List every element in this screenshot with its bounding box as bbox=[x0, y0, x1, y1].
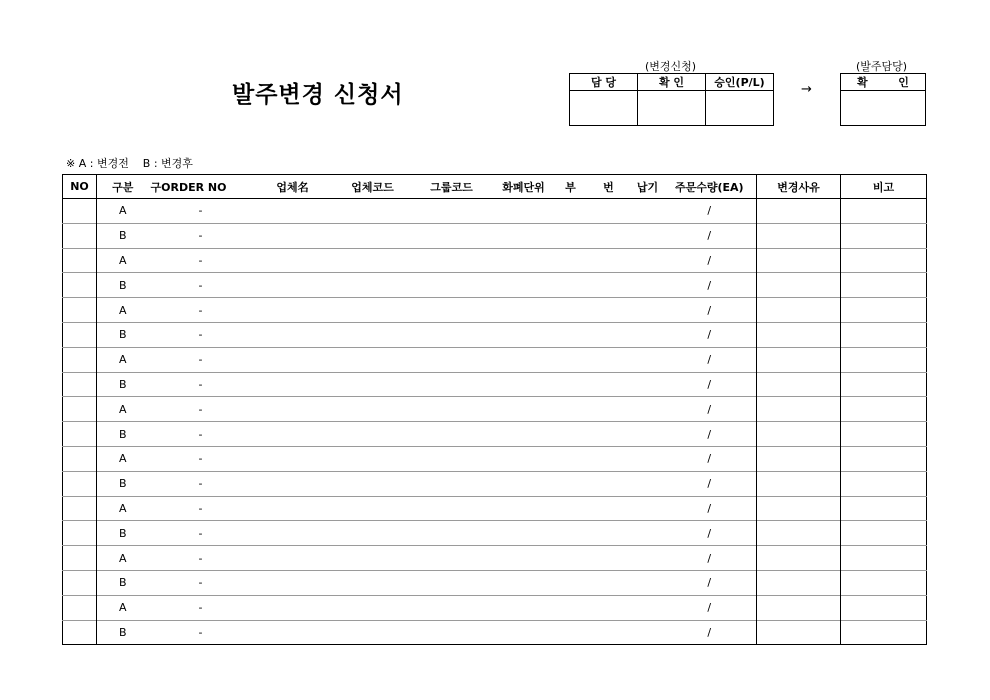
cell-currency[interactable] bbox=[491, 397, 557, 422]
cell-order-no[interactable]: - bbox=[149, 372, 253, 397]
cell-vendor-code[interactable] bbox=[333, 570, 413, 595]
cell-part[interactable] bbox=[557, 446, 585, 471]
arrow-right-icon: → bbox=[801, 82, 812, 97]
cell-currency[interactable] bbox=[491, 322, 557, 347]
cell-order-no[interactable]: - bbox=[149, 199, 253, 224]
cell-part-number[interactable] bbox=[585, 595, 633, 620]
cell-order-no[interactable]: - bbox=[149, 570, 253, 595]
cell-no[interactable] bbox=[63, 620, 97, 645]
table-row bbox=[63, 422, 927, 447]
cell-quantity[interactable]: / bbox=[663, 298, 757, 323]
cell-change-reason[interactable] bbox=[757, 322, 841, 347]
cell-change-reason[interactable] bbox=[757, 223, 841, 248]
cell-part-number[interactable] bbox=[585, 471, 633, 496]
cell-change-reason[interactable] bbox=[757, 521, 841, 546]
cell-order-no[interactable]: - bbox=[149, 397, 253, 422]
cell-type[interactable]: A bbox=[97, 397, 149, 422]
cell-order-no[interactable]: - bbox=[149, 546, 253, 571]
cell-remark[interactable] bbox=[841, 199, 927, 224]
cell-part-number[interactable] bbox=[585, 298, 633, 323]
cell-order-no[interactable]: - bbox=[149, 273, 253, 298]
cell-remark[interactable] bbox=[841, 372, 927, 397]
cell-group-code[interactable] bbox=[413, 595, 491, 620]
cell-change-reason[interactable] bbox=[757, 446, 841, 471]
table-row bbox=[63, 223, 927, 248]
cell-quantity[interactable]: / bbox=[663, 372, 757, 397]
cell-part[interactable] bbox=[557, 422, 585, 447]
cell-due-date[interactable] bbox=[633, 223, 663, 248]
cell-currency[interactable] bbox=[491, 422, 557, 447]
cell-group-code[interactable] bbox=[413, 273, 491, 298]
cell-part-number[interactable] bbox=[585, 199, 633, 224]
header-remark: 비고 bbox=[841, 175, 927, 199]
cell-group-code[interactable] bbox=[413, 546, 491, 571]
cell-vendor-code[interactable] bbox=[333, 298, 413, 323]
cell-order-no[interactable]: - bbox=[149, 595, 253, 620]
cell-currency[interactable] bbox=[491, 347, 557, 372]
cell-due-date[interactable] bbox=[633, 372, 663, 397]
table-row bbox=[63, 496, 927, 521]
cell-change-reason[interactable] bbox=[757, 620, 841, 645]
cell-part-number[interactable] bbox=[585, 223, 633, 248]
cell-part-number[interactable] bbox=[585, 422, 633, 447]
cell-currency[interactable] bbox=[491, 446, 557, 471]
approval-order-header: 확 인 bbox=[841, 74, 926, 91]
cell-type[interactable]: B bbox=[97, 570, 149, 595]
header-group-code: 그룹코드 bbox=[413, 175, 491, 199]
cell-part[interactable] bbox=[557, 521, 585, 546]
cell-vendor-name[interactable] bbox=[253, 471, 333, 496]
cell-part[interactable] bbox=[557, 248, 585, 273]
cell-change-reason[interactable] bbox=[757, 595, 841, 620]
cell-currency[interactable] bbox=[491, 471, 557, 496]
cell-due-date[interactable] bbox=[633, 546, 663, 571]
table-row bbox=[63, 521, 927, 546]
cell-quantity[interactable]: / bbox=[663, 422, 757, 447]
cell-remark[interactable] bbox=[841, 570, 927, 595]
cell-part[interactable] bbox=[557, 620, 585, 645]
header-type: 구분 bbox=[97, 175, 149, 199]
approval-sign-staff[interactable] bbox=[570, 91, 638, 126]
cell-no[interactable] bbox=[63, 273, 97, 298]
cell-part[interactable] bbox=[557, 471, 585, 496]
cell-order-no[interactable]: - bbox=[149, 620, 253, 645]
cell-currency[interactable] bbox=[491, 372, 557, 397]
cell-no[interactable] bbox=[63, 248, 97, 273]
approval-sign-confirm[interactable] bbox=[638, 91, 706, 126]
cell-part-number[interactable] bbox=[585, 248, 633, 273]
cell-due-date[interactable] bbox=[633, 397, 663, 422]
cell-part[interactable] bbox=[557, 397, 585, 422]
cell-change-reason[interactable] bbox=[757, 496, 841, 521]
cell-remark[interactable] bbox=[841, 223, 927, 248]
header-part: 부 bbox=[557, 175, 585, 199]
cell-part[interactable] bbox=[557, 595, 585, 620]
cell-type[interactable]: B bbox=[97, 322, 149, 347]
cell-change-reason[interactable] bbox=[757, 422, 841, 447]
cell-due-date[interactable] bbox=[633, 595, 663, 620]
cell-vendor-name[interactable] bbox=[253, 347, 333, 372]
cell-due-date[interactable] bbox=[633, 496, 663, 521]
cell-quantity[interactable]: / bbox=[663, 199, 757, 224]
cell-no[interactable] bbox=[63, 397, 97, 422]
cell-vendor-name[interactable] bbox=[253, 322, 333, 347]
cell-currency[interactable] bbox=[491, 620, 557, 645]
cell-part[interactable] bbox=[557, 496, 585, 521]
cell-vendor-name[interactable] bbox=[253, 397, 333, 422]
cell-vendor-code[interactable] bbox=[333, 223, 413, 248]
cell-no[interactable] bbox=[63, 570, 97, 595]
cell-remark[interactable] bbox=[841, 620, 927, 645]
cell-change-reason[interactable] bbox=[757, 372, 841, 397]
cell-no[interactable] bbox=[63, 595, 97, 620]
cell-change-reason[interactable] bbox=[757, 199, 841, 224]
cell-currency[interactable] bbox=[491, 546, 557, 571]
approval-order-sign[interactable] bbox=[841, 91, 926, 126]
table-row bbox=[63, 471, 927, 496]
cell-change-reason[interactable] bbox=[757, 273, 841, 298]
cell-group-code[interactable] bbox=[413, 471, 491, 496]
approval-order-caption: (발주담당) bbox=[856, 60, 908, 73]
table-row bbox=[63, 397, 927, 422]
cell-order-no[interactable]: - bbox=[149, 347, 253, 372]
cell-part-number[interactable] bbox=[585, 446, 633, 471]
cell-group-code[interactable] bbox=[413, 372, 491, 397]
cell-remark[interactable] bbox=[841, 595, 927, 620]
cell-quantity[interactable]: / bbox=[663, 496, 757, 521]
table-row bbox=[63, 298, 927, 323]
cell-currency[interactable] bbox=[491, 496, 557, 521]
cell-due-date[interactable] bbox=[633, 422, 663, 447]
cell-quantity[interactable]: / bbox=[663, 347, 757, 372]
cell-due-date[interactable] bbox=[633, 471, 663, 496]
cell-type[interactable]: B bbox=[97, 521, 149, 546]
cell-group-code[interactable] bbox=[413, 570, 491, 595]
approval-request-table bbox=[569, 73, 774, 126]
cell-remark[interactable] bbox=[841, 446, 927, 471]
cell-vendor-name[interactable] bbox=[253, 570, 333, 595]
cell-vendor-name[interactable] bbox=[253, 446, 333, 471]
cell-due-date[interactable] bbox=[633, 322, 663, 347]
table-row bbox=[63, 372, 927, 397]
cell-currency[interactable] bbox=[491, 298, 557, 323]
cell-currency[interactable] bbox=[491, 570, 557, 595]
order-change-table bbox=[62, 174, 927, 645]
cell-remark[interactable] bbox=[841, 273, 927, 298]
cell-no[interactable] bbox=[63, 372, 97, 397]
cell-due-date[interactable] bbox=[633, 521, 663, 546]
cell-change-reason[interactable] bbox=[757, 248, 841, 273]
cell-type[interactable]: B bbox=[97, 620, 149, 645]
table-row bbox=[63, 446, 927, 471]
table-row bbox=[63, 595, 927, 620]
cell-part[interactable] bbox=[557, 372, 585, 397]
cell-vendor-name[interactable] bbox=[253, 422, 333, 447]
cell-part[interactable] bbox=[557, 223, 585, 248]
cell-remark[interactable] bbox=[841, 546, 927, 571]
table-row bbox=[63, 620, 927, 645]
cell-quantity[interactable]: / bbox=[663, 471, 757, 496]
cell-vendor-name[interactable] bbox=[253, 199, 333, 224]
cell-order-no[interactable]: - bbox=[149, 521, 253, 546]
cell-vendor-code[interactable] bbox=[333, 273, 413, 298]
cell-order-no[interactable]: - bbox=[149, 298, 253, 323]
cell-quantity[interactable]: / bbox=[663, 446, 757, 471]
cell-vendor-code[interactable] bbox=[333, 521, 413, 546]
cell-group-code[interactable] bbox=[413, 521, 491, 546]
cell-due-date[interactable] bbox=[633, 298, 663, 323]
cell-vendor-code[interactable] bbox=[333, 199, 413, 224]
cell-part[interactable] bbox=[557, 199, 585, 224]
cell-remark[interactable] bbox=[841, 322, 927, 347]
table-row bbox=[63, 546, 927, 571]
cell-vendor-code[interactable] bbox=[333, 620, 413, 645]
cell-vendor-name[interactable] bbox=[253, 372, 333, 397]
cell-type[interactable]: A bbox=[97, 546, 149, 571]
cell-vendor-code[interactable] bbox=[333, 422, 413, 447]
table-row bbox=[63, 570, 927, 595]
cell-change-reason[interactable] bbox=[757, 471, 841, 496]
cell-part[interactable] bbox=[557, 347, 585, 372]
cell-type[interactable]: A bbox=[97, 298, 149, 323]
cell-no[interactable] bbox=[63, 446, 97, 471]
cell-no[interactable] bbox=[63, 422, 97, 447]
cell-quantity[interactable]: / bbox=[663, 397, 757, 422]
cell-vendor-name[interactable] bbox=[253, 298, 333, 323]
cell-remark[interactable] bbox=[841, 248, 927, 273]
cell-vendor-code[interactable] bbox=[333, 471, 413, 496]
cell-order-no[interactable]: - bbox=[149, 322, 253, 347]
cell-type[interactable]: B bbox=[97, 223, 149, 248]
cell-vendor-code[interactable] bbox=[333, 546, 413, 571]
cell-remark[interactable] bbox=[841, 347, 927, 372]
table-row bbox=[63, 248, 927, 273]
cell-quantity[interactable]: / bbox=[663, 546, 757, 571]
cell-type[interactable]: B bbox=[97, 372, 149, 397]
cell-type[interactable]: A bbox=[97, 248, 149, 273]
table-row bbox=[63, 199, 927, 224]
header-vendor-name: 업체名 bbox=[253, 175, 333, 199]
header-due-date: 납기 bbox=[633, 175, 663, 199]
cell-quantity[interactable]: / bbox=[663, 620, 757, 645]
header-order-no: 구ORDER NO bbox=[149, 175, 253, 199]
cell-vendor-code[interactable] bbox=[333, 595, 413, 620]
cell-remark[interactable] bbox=[841, 521, 927, 546]
cell-part-number[interactable] bbox=[585, 273, 633, 298]
cell-change-reason[interactable] bbox=[757, 570, 841, 595]
table-row bbox=[63, 273, 927, 298]
cell-part[interactable] bbox=[557, 298, 585, 323]
cell-type[interactable]: A bbox=[97, 595, 149, 620]
cell-part-number[interactable] bbox=[585, 570, 633, 595]
cell-change-reason[interactable] bbox=[757, 397, 841, 422]
cell-part-number[interactable] bbox=[585, 620, 633, 645]
cell-part-number[interactable] bbox=[585, 546, 633, 571]
cell-order-no[interactable]: - bbox=[149, 223, 253, 248]
cell-due-date[interactable] bbox=[633, 620, 663, 645]
cell-no[interactable] bbox=[63, 496, 97, 521]
cell-group-code[interactable] bbox=[413, 322, 491, 347]
cell-type[interactable]: A bbox=[97, 347, 149, 372]
legend-note: ※ A : 변경전 B : 변경후 bbox=[66, 157, 193, 170]
header-currency: 화폐단위 bbox=[491, 175, 557, 199]
approval-header-pl: 승인(P/L) bbox=[706, 74, 774, 91]
cell-currency[interactable] bbox=[491, 223, 557, 248]
cell-part-number[interactable] bbox=[585, 322, 633, 347]
approval-header-staff: 담 당 bbox=[570, 74, 638, 91]
cell-type[interactable]: A bbox=[97, 446, 149, 471]
cell-type[interactable]: B bbox=[97, 422, 149, 447]
header-vendor-code: 업체코드 bbox=[333, 175, 413, 199]
cell-no[interactable] bbox=[63, 521, 97, 546]
cell-part-number[interactable] bbox=[585, 397, 633, 422]
cell-group-code[interactable] bbox=[413, 199, 491, 224]
header-part-number: 번 bbox=[585, 175, 633, 199]
cell-quantity[interactable]: / bbox=[663, 223, 757, 248]
header-no: NO bbox=[63, 175, 97, 199]
cell-due-date[interactable] bbox=[633, 273, 663, 298]
cell-group-code[interactable] bbox=[413, 223, 491, 248]
cell-vendor-name[interactable] bbox=[253, 595, 333, 620]
cell-vendor-name[interactable] bbox=[253, 223, 333, 248]
cell-currency[interactable] bbox=[491, 248, 557, 273]
cell-vendor-code[interactable] bbox=[333, 496, 413, 521]
cell-no[interactable] bbox=[63, 199, 97, 224]
cell-remark[interactable] bbox=[841, 496, 927, 521]
cell-order-no[interactable]: - bbox=[149, 248, 253, 273]
cell-part-number[interactable] bbox=[585, 372, 633, 397]
cell-vendor-name[interactable] bbox=[253, 273, 333, 298]
cell-quantity[interactable]: / bbox=[663, 570, 757, 595]
approval-order-table bbox=[840, 73, 926, 126]
cell-vendor-name[interactable] bbox=[253, 521, 333, 546]
cell-vendor-name[interactable] bbox=[253, 620, 333, 645]
cell-no[interactable] bbox=[63, 471, 97, 496]
approval-request-caption: (변경신청) bbox=[645, 60, 697, 73]
cell-order-no[interactable]: - bbox=[149, 422, 253, 447]
cell-part[interactable] bbox=[557, 570, 585, 595]
cell-change-reason[interactable] bbox=[757, 546, 841, 571]
cell-order-no[interactable]: - bbox=[149, 471, 253, 496]
cell-no[interactable] bbox=[63, 347, 97, 372]
header-change-reason: 변경사유 bbox=[757, 175, 841, 199]
cell-remark[interactable] bbox=[841, 471, 927, 496]
cell-no[interactable] bbox=[63, 298, 97, 323]
cell-group-code[interactable] bbox=[413, 248, 491, 273]
cell-group-code[interactable] bbox=[413, 397, 491, 422]
cell-vendor-name[interactable] bbox=[253, 546, 333, 571]
cell-no[interactable] bbox=[63, 223, 97, 248]
cell-group-code[interactable] bbox=[413, 620, 491, 645]
cell-group-code[interactable] bbox=[413, 496, 491, 521]
approval-header-confirm: 확 인 bbox=[638, 74, 706, 91]
cell-type[interactable]: B bbox=[97, 471, 149, 496]
cell-due-date[interactable] bbox=[633, 248, 663, 273]
cell-type[interactable]: A bbox=[97, 496, 149, 521]
cell-part[interactable] bbox=[557, 322, 585, 347]
cell-due-date[interactable] bbox=[633, 347, 663, 372]
cell-type[interactable]: B bbox=[97, 273, 149, 298]
cell-remark[interactable] bbox=[841, 298, 927, 323]
table-row bbox=[63, 322, 927, 347]
cell-due-date[interactable] bbox=[633, 570, 663, 595]
cell-change-reason[interactable] bbox=[757, 298, 841, 323]
cell-quantity[interactable]: / bbox=[663, 273, 757, 298]
cell-vendor-name[interactable] bbox=[253, 248, 333, 273]
table-row bbox=[63, 347, 927, 372]
cell-group-code[interactable] bbox=[413, 422, 491, 447]
cell-remark[interactable] bbox=[841, 397, 927, 422]
cell-part[interactable] bbox=[557, 546, 585, 571]
cell-change-reason[interactable] bbox=[757, 347, 841, 372]
cell-quantity[interactable]: / bbox=[663, 322, 757, 347]
cell-vendor-code[interactable] bbox=[333, 322, 413, 347]
cell-currency[interactable] bbox=[491, 273, 557, 298]
cell-vendor-code[interactable] bbox=[333, 347, 413, 372]
cell-vendor-code[interactable] bbox=[333, 372, 413, 397]
cell-remark[interactable] bbox=[841, 422, 927, 447]
cell-vendor-code[interactable] bbox=[333, 397, 413, 422]
cell-quantity[interactable]: / bbox=[663, 521, 757, 546]
cell-currency[interactable] bbox=[491, 521, 557, 546]
cell-vendor-code[interactable] bbox=[333, 446, 413, 471]
cell-group-code[interactable] bbox=[413, 446, 491, 471]
cell-order-no[interactable]: - bbox=[149, 496, 253, 521]
cell-no[interactable] bbox=[63, 322, 97, 347]
cell-part-number[interactable] bbox=[585, 521, 633, 546]
cell-currency[interactable] bbox=[491, 199, 557, 224]
cell-quantity[interactable]: / bbox=[663, 248, 757, 273]
cell-type[interactable]: A bbox=[97, 199, 149, 224]
cell-part[interactable] bbox=[557, 273, 585, 298]
cell-no[interactable] bbox=[63, 546, 97, 571]
cell-quantity[interactable]: / bbox=[663, 595, 757, 620]
cell-group-code[interactable] bbox=[413, 298, 491, 323]
cell-part-number[interactable] bbox=[585, 347, 633, 372]
cell-group-code[interactable] bbox=[413, 347, 491, 372]
cell-due-date[interactable] bbox=[633, 199, 663, 224]
cell-currency[interactable] bbox=[491, 595, 557, 620]
approval-sign-pl[interactable] bbox=[706, 91, 774, 126]
cell-due-date[interactable] bbox=[633, 446, 663, 471]
cell-vendor-name[interactable] bbox=[253, 496, 333, 521]
page-title: 발주변경 신청서 bbox=[232, 82, 404, 108]
header-quantity: 주문수량(EA) bbox=[663, 175, 757, 199]
cell-vendor-code[interactable] bbox=[333, 248, 413, 273]
cell-part-number[interactable] bbox=[585, 496, 633, 521]
cell-order-no[interactable]: - bbox=[149, 446, 253, 471]
